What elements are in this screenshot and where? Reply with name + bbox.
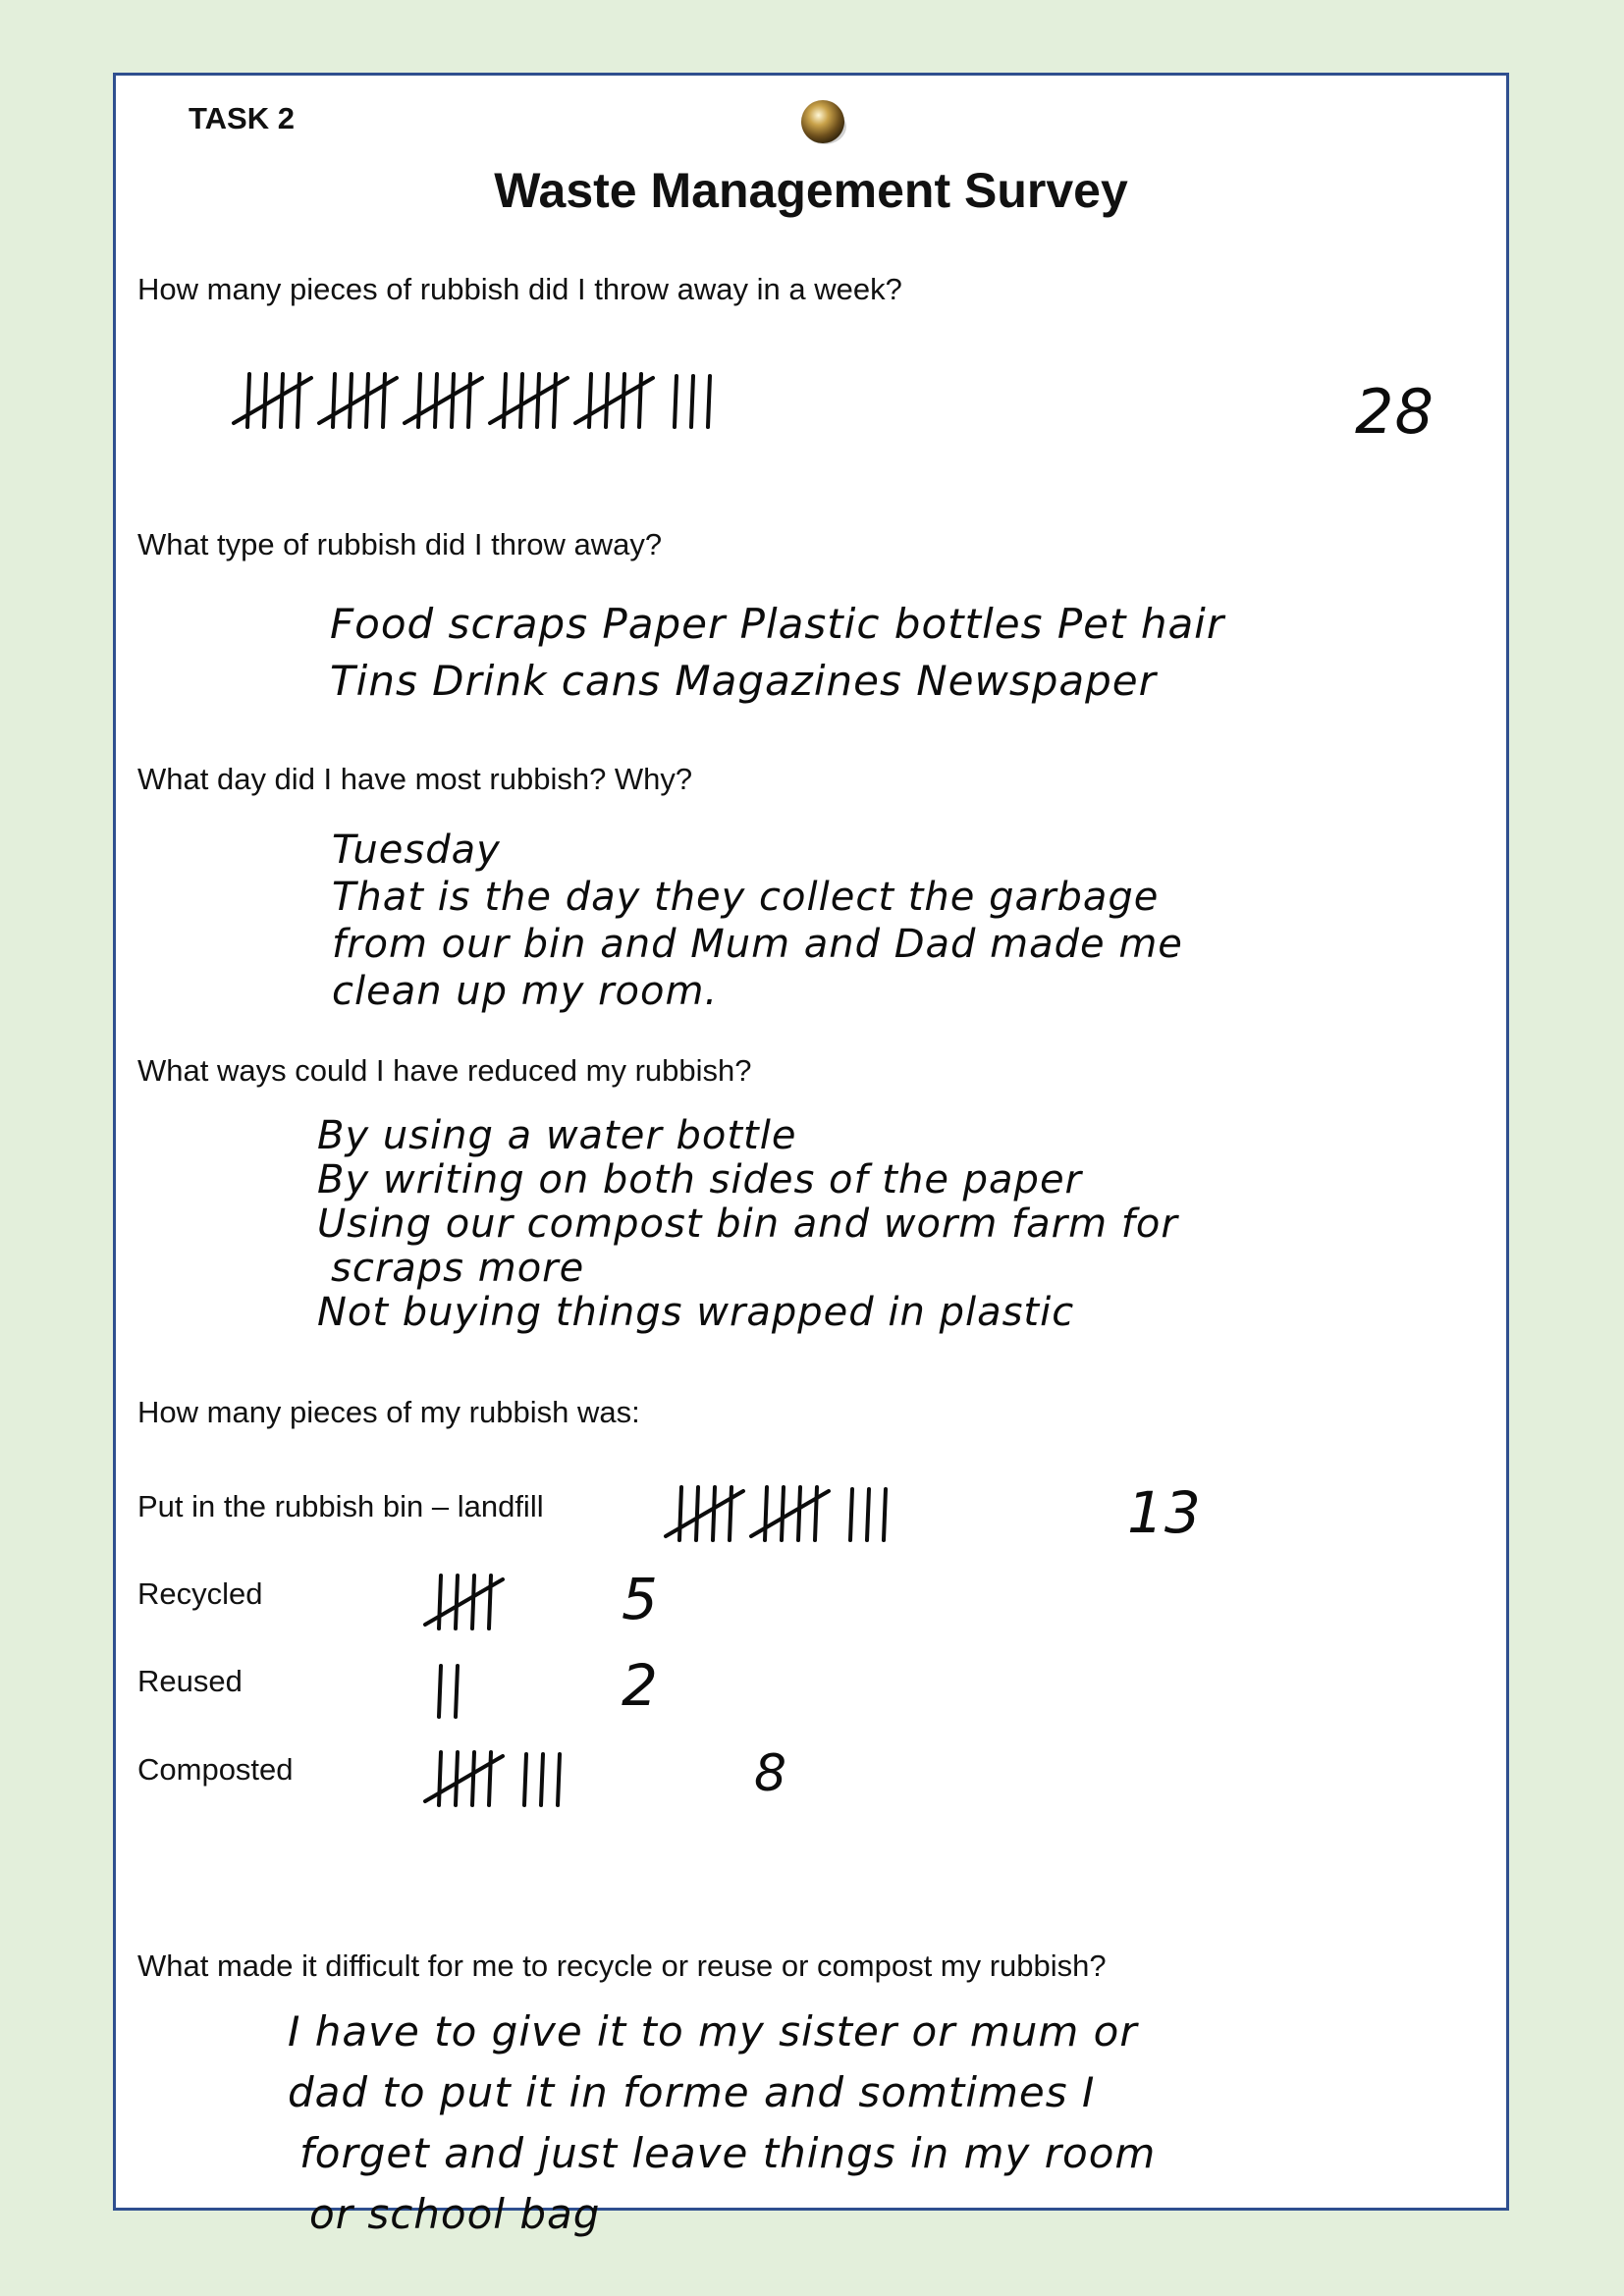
tally-stroke <box>696 1487 698 1540</box>
tally-stroke <box>452 374 454 427</box>
answer-line: Using our compost bin and worm farm for <box>317 1201 1178 1247</box>
tally-marks <box>666 1481 916 1560</box>
answer-line: That is the day they collect the garbage <box>332 875 1160 920</box>
count-recycled: 5 <box>622 1566 659 1632</box>
tally-marks <box>425 1746 590 1825</box>
tally-stroke <box>489 1752 491 1805</box>
tally-stroke <box>504 374 506 427</box>
tally-stroke <box>589 374 591 427</box>
answer-line: from our bin and Mum and Dad made me <box>332 922 1183 967</box>
answer-line: clean up my room. <box>332 969 719 1014</box>
tally-recycled <box>425 1570 540 1648</box>
answer-line: By writing on both sides of the paper <box>317 1157 1082 1202</box>
tally-stroke <box>867 1489 869 1540</box>
category-recycled: Recycled <box>137 1576 263 1611</box>
tally-marks <box>425 1570 540 1648</box>
tally-stroke <box>468 374 470 427</box>
tally-stroke <box>730 1487 731 1540</box>
brass-pin-icon <box>798 97 847 146</box>
tally-stroke <box>537 374 539 427</box>
answer-line: Food scraps Paper Plastic bottles Pet hair <box>330 600 1225 648</box>
tally-stroke <box>713 1487 715 1540</box>
tally-stroke <box>456 1752 458 1805</box>
tally-stroke <box>247 374 249 427</box>
answer-line: dad to put it in forme and somtimes I <box>288 2068 1096 2116</box>
tally-stroke <box>679 1487 681 1540</box>
tally-stroke <box>691 376 693 427</box>
tally-stroke <box>472 1752 474 1805</box>
tally-stroke <box>456 1666 458 1717</box>
answer-line: Not buying things wrapped in plastic <box>317 1290 1075 1335</box>
question-reduce: What ways could I have reduced my rubbish? <box>137 1053 752 1088</box>
answer-line: I have to give it to my sister or mum or <box>288 2007 1138 2056</box>
tally-stroke <box>456 1575 458 1629</box>
tally-reused <box>425 1658 488 1736</box>
tally-stroke <box>418 374 420 427</box>
page-title: Waste Management Survey <box>494 163 1128 218</box>
total-count: 28 <box>1355 376 1435 448</box>
tally-stroke <box>623 374 624 427</box>
answer-line: or school bag <box>309 2190 601 2238</box>
count-landfill: 13 <box>1127 1479 1202 1546</box>
tally-stroke <box>675 376 677 427</box>
answer-day <box>332 827 1183 1015</box>
tally-stroke <box>798 1487 800 1540</box>
tally-stroke <box>383 374 385 427</box>
question-breakdown: How many pieces of my rubbish was: <box>137 1395 640 1429</box>
tally-landfill <box>666 1481 916 1560</box>
tally-marks <box>425 1658 488 1736</box>
tally-stroke <box>350 374 352 427</box>
category-composted: Composted <box>137 1752 294 1787</box>
answer-line: Tins Drink cans Magazines Newspaper <box>330 657 1157 705</box>
tally-stroke <box>850 1489 852 1540</box>
tally-stroke <box>524 1754 526 1805</box>
answer-line: scraps more <box>331 1246 585 1291</box>
tally-stroke <box>815 1487 817 1540</box>
answer-types <box>330 596 1224 710</box>
question-types: What type of rubbish did I throw away? <box>137 527 663 561</box>
answer-difficult <box>288 2002 1156 2245</box>
tally-stroke <box>439 1575 441 1629</box>
tally-stroke <box>558 1754 560 1805</box>
answer-line: By using a water bottle <box>317 1113 797 1158</box>
category-landfill: Put in the rubbish bin – landfill <box>137 1489 544 1523</box>
task-label: TASK 2 <box>189 101 295 135</box>
count-reused: 2 <box>622 1652 659 1719</box>
count-composted: 8 <box>754 1744 788 1803</box>
answer-line: Tuesday <box>332 828 501 873</box>
tally-stroke <box>708 376 710 427</box>
tally-stroke <box>884 1489 886 1540</box>
worksheet <box>113 73 1509 2238</box>
tally-stroke <box>765 1487 767 1540</box>
tally-stroke <box>639 374 641 427</box>
tally-stroke <box>489 1575 491 1629</box>
answer-reduce <box>317 1114 1178 1335</box>
tally-stroke <box>435 374 437 427</box>
tally-stroke <box>439 1666 441 1717</box>
tally-stroke <box>281 374 283 427</box>
question-difficult: What made it difficult for me to recycle or reuse or compost my rubbish? <box>137 1949 1107 1983</box>
tally-stroke <box>472 1575 474 1629</box>
category-reused: Reused <box>137 1664 243 1698</box>
tally-stroke <box>439 1752 441 1805</box>
tally-stroke <box>298 374 299 427</box>
tally-total <box>234 368 740 447</box>
answer-line: forget and just leave things in my room <box>299 2129 1157 2177</box>
tally-stroke <box>782 1487 784 1540</box>
tally-stroke <box>606 374 608 427</box>
question-total: How many pieces of rubbish did I throw away in a week? <box>137 272 902 306</box>
tally-composted <box>425 1746 590 1825</box>
tally-stroke <box>520 374 522 427</box>
tally-stroke <box>366 374 368 427</box>
tally-marks <box>234 368 740 447</box>
question-day: What day did I have most rubbish? Why? <box>137 762 693 796</box>
tally-stroke <box>264 374 266 427</box>
tally-stroke <box>554 374 556 427</box>
tally-stroke <box>333 374 335 427</box>
tally-stroke <box>541 1754 543 1805</box>
